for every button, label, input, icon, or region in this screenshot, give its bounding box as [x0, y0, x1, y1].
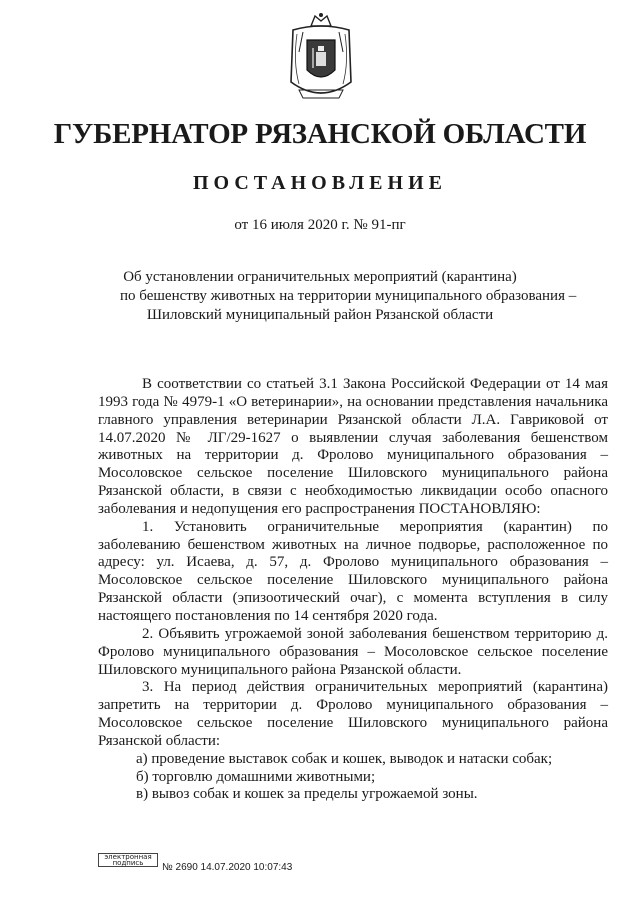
subject-line: по бешенству животных на территории муниципального образования –	[120, 288, 577, 304]
document-subject	[120, 268, 577, 325]
stamp-text: подпись	[112, 859, 144, 867]
clause-paragraph: 3. На период действия ограничительных мероприятий (карантина) запретить на территории д. Фролово муниципального образования – Мосоловское сельское поселение Шиловского муниципального района Рязанской области:	[98, 679, 608, 749]
clause-paragraph: 1. Установить ограничительные мероприятия (карантин) по заболеванию бешенством животных на личное подворье, расположенное по адресу: ул. Исаева, д. 57, д. Фролово муниципального образования – Мосоловское сельское поселение Шиловского муниципального района Рязанской области (эпизоотический очаг), с момента вступления в силу настоящего постановления по 14 сентября 2020 года.	[98, 518, 608, 624]
coat-of-arms-emblem	[285, 12, 357, 106]
issuing-authority-heading: ГУБЕРНАТОР РЯЗАНСКОЙ ОБЛАСТИ	[53, 118, 587, 150]
stamp-text: электронная	[104, 853, 152, 861]
subject-line: Шиловский муниципальный район Рязанской области	[146, 307, 494, 323]
preamble-paragraph: В соответствии со статьей 3.1 Закона Российской Федерации от 14 мая 1993 года № 4979-1 «О ветеринарии», на основании представления начальника главного управления ветеринарии Рязанской области Л.А. Гавриковой от 14.07.2020 № ЛГ/29-1627 о выявлении случая заболевания бешенством животных на территории д. Фролово муниципального образования – Мосоловское сельское поселение Шиловского муниципального района Рязанской области, в связи с необходимостью ликвидации особо опасного заболевания и недопущения его распространения ПОСТАНОВЛЯЮ:	[98, 376, 608, 517]
subject-line: Об установлении ограничительных мероприятий (карантина)	[123, 269, 517, 285]
clause-paragraph: 2. Объявить угрожаемой зоной заболевания бешенством территорию д. Фролово муниципального образования – Мосоловское сельское поселение Шиловского муниципального района Рязанской области.	[98, 625, 608, 678]
list-item: б) торговлю домашними животными;	[136, 768, 376, 785]
list-item: а) проведение выставок собак и кошек, выводок и натаски собак;	[136, 750, 553, 767]
electronic-signature-stamp	[98, 853, 158, 867]
document-body	[98, 376, 608, 804]
document-date-number: от 16 июля 2020 г. № 91-пг	[234, 217, 406, 233]
document-type-heading: ПОСТАНОВЛЕНИЕ	[193, 172, 447, 194]
registration-number: № 2690 14.07.2020 10:07:43	[162, 862, 293, 873]
list-item: в) вывоз собак и кошек за пределы угрожаемой зоны.	[136, 786, 478, 803]
